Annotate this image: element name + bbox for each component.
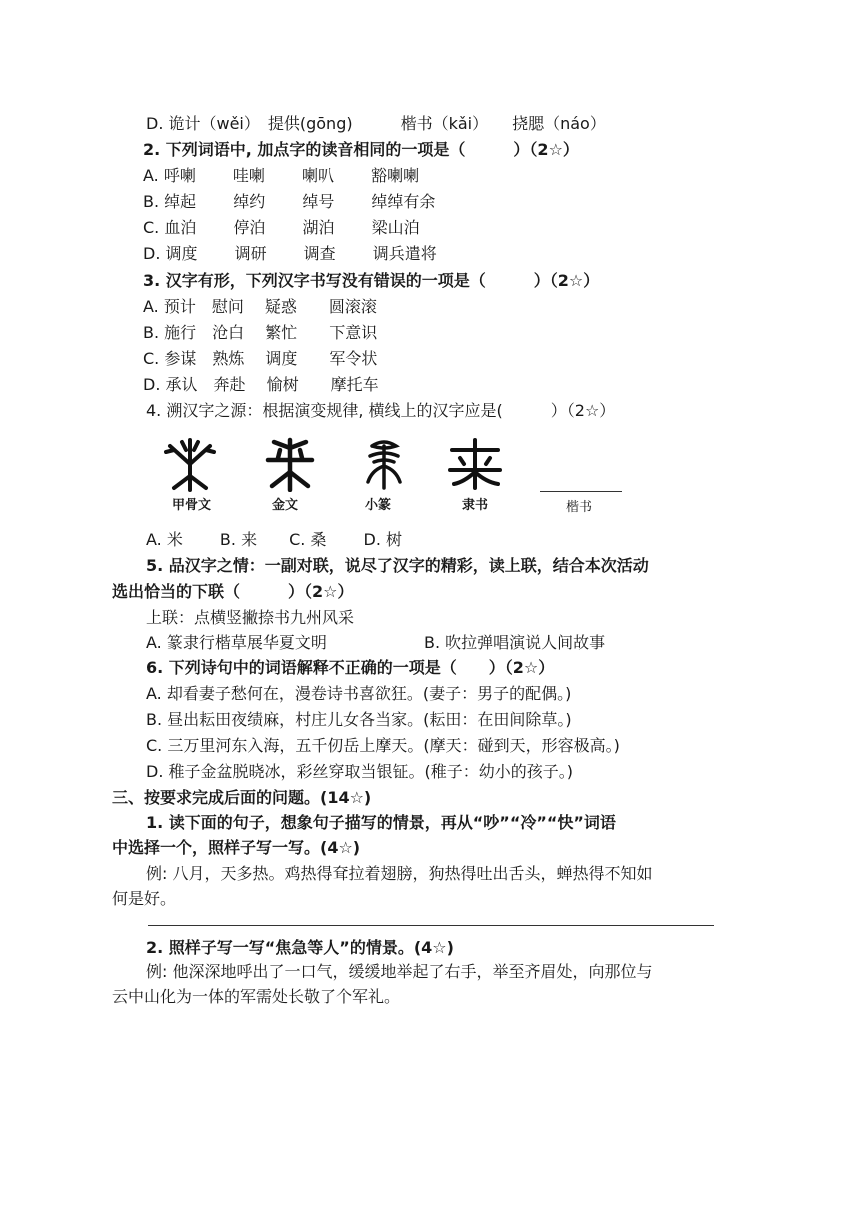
q4-options: A. 米 B. 来 C. 桑 D. 树 — [146, 530, 402, 549]
answer-line[interactable] — [148, 925, 714, 926]
q5-stem-cont: 选出恰当的下联（ ）（2☆） — [112, 582, 354, 601]
bronze-script-glyph-icon — [260, 436, 320, 492]
q6-option-a: A. 却看妻子愁何在，漫卷诗书喜欲狂。(妻子：男子的配偶。) — [146, 684, 572, 703]
q3-option-d: D. 承认 奔赴 愉树 摩托车 — [143, 375, 379, 394]
oracle-bone-glyph-icon — [160, 436, 220, 492]
q2-option-b: B. 绰起 绰约 绰号 绰绰有余 — [143, 192, 436, 211]
sec3-q1-example-line2: 何是好。 — [112, 889, 177, 908]
sec3-q2-example-line2: 云中山化为一体的军需处长敬了个军礼。 — [112, 987, 401, 1006]
section-three-title: 三、按要求完成后面的问题。(14☆) — [112, 788, 372, 807]
clerical-script-glyph-icon — [446, 438, 504, 490]
label-clerical: 隶书 — [462, 498, 489, 513]
q6-option-c: C. 三万里河东入海，五千仞岳上摩天。(摩天：碰到天，形容极高。) — [146, 736, 620, 755]
label-oracle-bone: 甲骨文 — [172, 498, 212, 513]
q2-option-c: C. 血泊 停泊 湖泊 梁山泊 — [143, 218, 420, 237]
q4-stem: 4. 溯汉字之源：根据演变规律, 横线上的汉字应是( ）（2☆） — [146, 401, 616, 420]
q3-option-c: C. 参谋 熟炼 调度 军令状 — [143, 349, 378, 368]
q3-option-b: B. 施行 沧白 繁忙 下意识 — [143, 323, 378, 342]
q3-stem: 3. 汉字有形，下列汉字书写没有错误的一项是（ ）（2☆） — [143, 271, 600, 290]
sec3-q1-line1: 1. 读下面的句子，想象句子描写的情景，再从“吵”“冷”“快”词语 — [146, 813, 616, 832]
q2-option-a: A. 呼喇 哇喇 喇叭 豁喇喇 — [143, 166, 420, 185]
q5-option-b: B. 吹拉弹唱演说人间故事 — [424, 633, 606, 652]
q6-stem: 6. 下列诗句中的词语解释不正确的一项是（ ）（2☆） — [146, 658, 555, 677]
sec3-q1-line2: 中选择一个，照样子写一写。(4☆) — [112, 838, 361, 857]
q5-stem: 5. 品汉字之情：一副对联，说尽了汉字的精彩，读上联，结合本次活动 — [146, 556, 649, 575]
q1-option-d: D. 诡计（wěi） 提供(gōng) 楷书（kǎi） 挠腮（náo） — [146, 114, 606, 133]
answer-blank-line — [540, 491, 622, 492]
label-small-seal: 小篆 — [365, 498, 392, 513]
q6-option-d: D. 稚子金盆脱晓冰，彩丝穿取当银钲。(稚子：幼小的孩子。) — [146, 762, 573, 781]
q2-stem: 2. 下列词语中, 加点字的读音相同的一项是（ ）（2☆） — [143, 140, 579, 159]
q6-option-b: B. 昼出耘田夜绩麻，村庄儿女各当家。(耘田：在田间除草。) — [146, 710, 572, 729]
small-seal-glyph-icon — [356, 436, 412, 492]
label-regular-script: 楷书 — [566, 500, 593, 515]
sec3-q2-example-line1: 例: 他深深地呼出了一口气，缓缓地举起了右手，举至齐眉处，向那位与 — [146, 962, 653, 981]
q5-option-a: A. 篆隶行楷草展华夏文明 — [146, 633, 327, 652]
sec3-q2-title: 2. 照样子写一写“焦急等人”的情景。(4☆) — [146, 938, 454, 957]
sec3-q1-example-line1: 例: 八月，天多热。鸡热得耷拉着翅膀，狗热得吐出舌头，蝉热得不知如 — [146, 864, 653, 883]
q3-option-a: A. 预计 慰问 疑惑 圆滚滚 — [143, 297, 377, 316]
q2-option-d: D. 调度 调研 调查 调兵遣将 — [143, 244, 437, 263]
label-bronze: 金文 — [272, 498, 299, 513]
q5-upper-couplet: 上联：点横竖撇捺书九州风采 — [146, 608, 355, 627]
